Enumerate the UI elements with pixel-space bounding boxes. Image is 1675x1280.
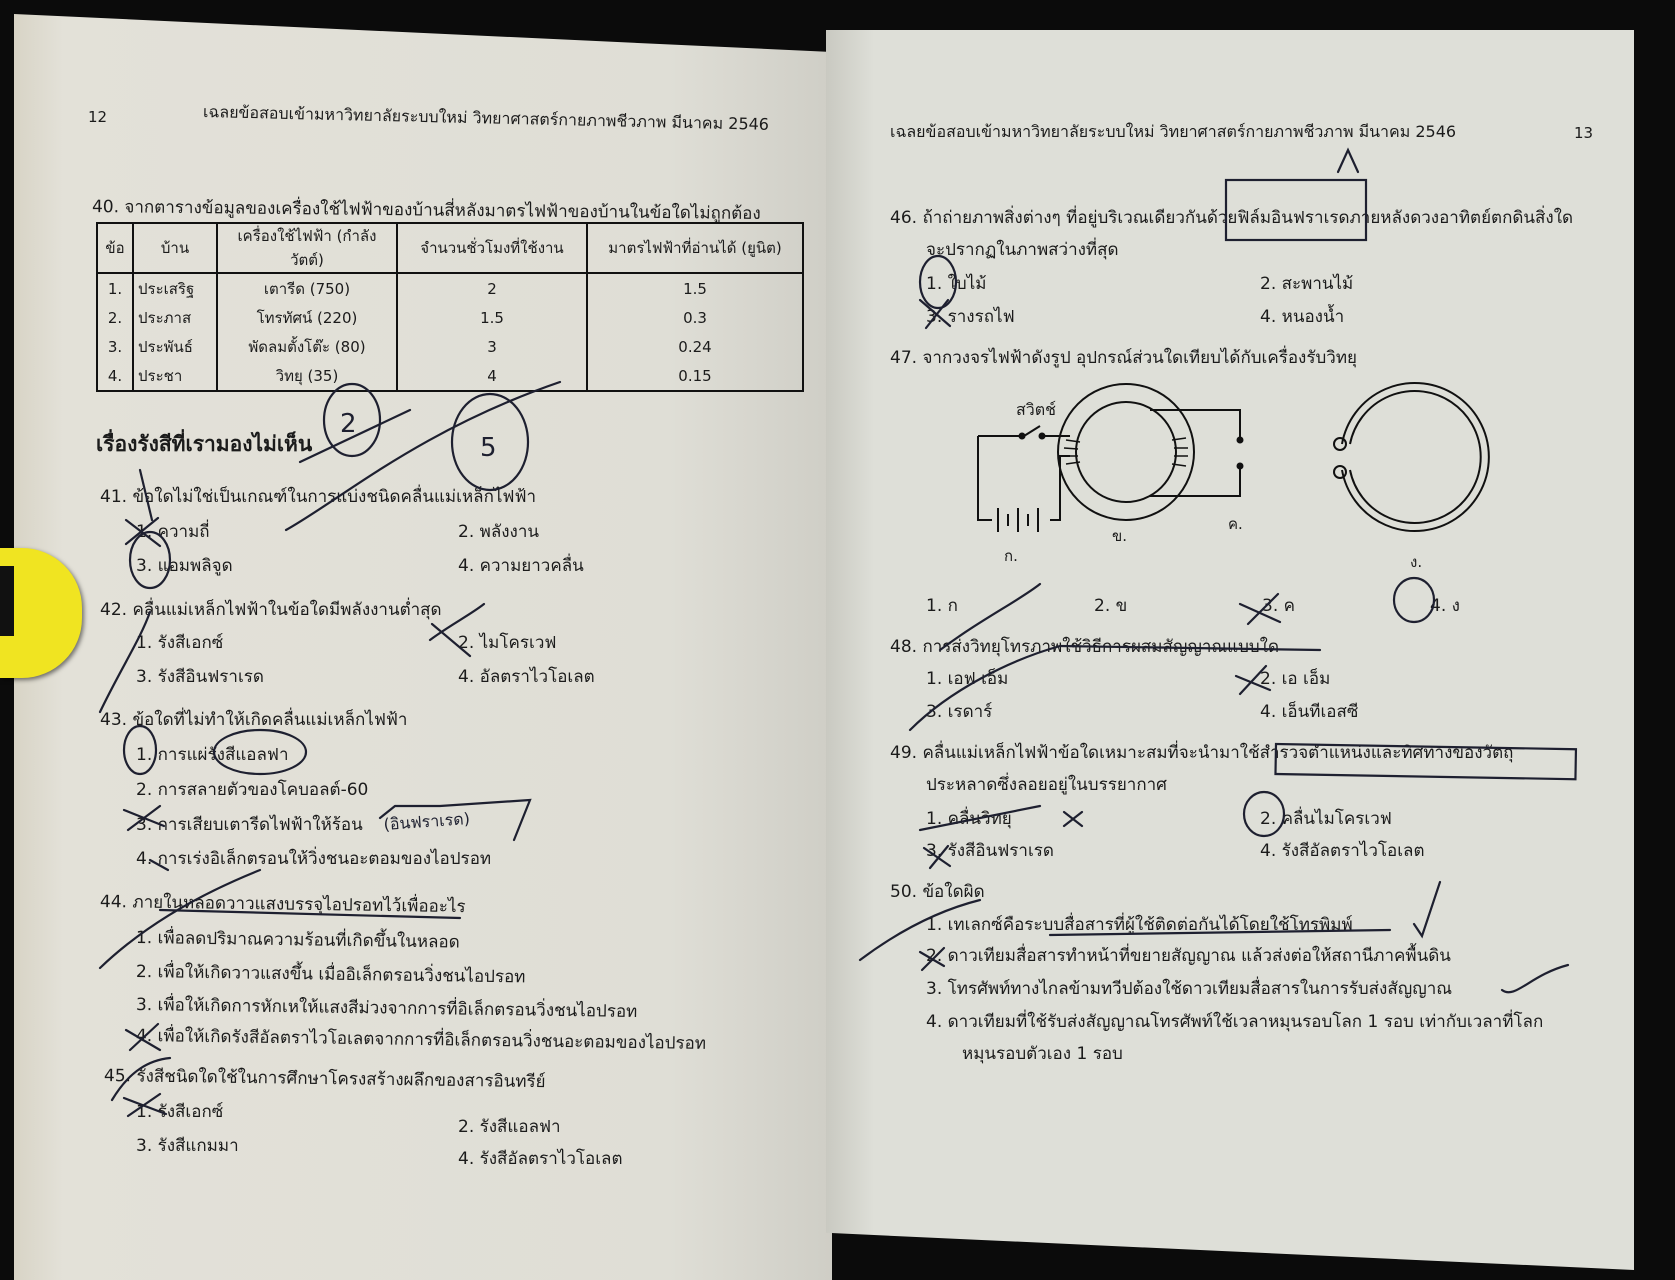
question-44: 44. ภายในหลอดวาวแสงบรรจุไอปรอทไว้เพื่ออะไร — [99, 892, 466, 918]
choice-41-4: 4. ความยาวคลื่น — [458, 556, 584, 576]
cell: 0.15 — [587, 361, 803, 391]
col-header-house: บ้าน — [133, 223, 217, 273]
question-46-line2: จะปรากฏในภาพสว่างที่สุด — [926, 240, 1119, 260]
choice-50-3: 3. โทรศัพท์ทางไกลข้ามทวีปต้องใช้ดาวเทียมสื่อสารในการรับส่งสัญญาณ — [926, 979, 1453, 999]
cross-mark — [1240, 594, 1280, 624]
question-42: 42. คลื่นแม่เหล็กไฟฟ้าในข้อใดมีพลังงานต่ำสุด — [100, 600, 442, 620]
scribble-line — [100, 870, 260, 968]
question-45: 45. รังสีชนิดใดใช้ในการศึกษาโครงสร้างผลึกของสารอินทรีย์ — [103, 1066, 546, 1093]
choice-50-1: 1. เทเลกซ์คือระบบสื่อสารที่ผู้ใช้ติดต่อกันได้โดยใช้โทรพิมพ์ — [926, 915, 1353, 935]
cross-mark — [920, 300, 950, 328]
col-header-hours: จำนวนชั่วโมงที่ใช้งาน — [397, 223, 587, 273]
cell: ประพันธ์ — [133, 332, 217, 361]
choice-45-2: 2. รังสีแอลฟา — [458, 1117, 561, 1137]
choice-45-4: 4. รังสีอัลตราไวโอเลต — [458, 1149, 623, 1169]
choice-48-3: 3. เรดาร์ — [926, 702, 993, 722]
running-header-left: เฉลยข้อสอบเข้ามหาวิทยาลัยระบบใหม่ วิทยาศาสตร์กายภาพชีวภาพ มีนาคม 2546 — [202, 102, 770, 134]
cell: 1. — [97, 273, 133, 303]
cell: ประเสริฐ — [133, 273, 217, 303]
cell: 2 — [397, 273, 587, 303]
choice-49-3: 3. รังสีอินฟราเรด — [926, 841, 1054, 861]
choice-50-4: 4. ดาวเทียมที่ใช้รับส่งสัญญาณโทรศัพท์ใช้เวลาหมุนรอบโลก 1 รอบ เท่ากับเวลาที่โลก — [926, 1012, 1544, 1032]
choice-47-1: 1. ก — [926, 596, 958, 616]
box-mark — [1275, 744, 1575, 779]
cell: ประชา — [133, 361, 217, 391]
handwritten-note: (อินฟราเรด) — [382, 809, 471, 834]
cell: 2. — [97, 303, 133, 332]
section-title: เรื่องรังสีที่เรามองไม่เห็น — [96, 432, 313, 456]
page-number-right: 13 — [1574, 124, 1594, 142]
choice-45-3: 3. รังสีแกมมา — [136, 1136, 239, 1156]
question-48: 48. การส่งวิทยุโทรภาพใช้วิธีการผสมสัญญาณแบบใด — [890, 637, 1280, 657]
circle-mark — [920, 256, 956, 308]
choice-47-3: 3. ค — [1262, 596, 1295, 616]
choice-46-2: 2. สะพานไม้ — [1260, 274, 1354, 294]
page-number-left: 12 — [88, 108, 108, 126]
box-mark — [1226, 180, 1366, 240]
choice-44-4: 4. เพื่อให้เกิดรังสีอัลตราไวโอเลตจากการที่อิเล็กตรอนวิ่งชนอะตอมของไอปรอท — [135, 1026, 707, 1054]
underline-mark — [910, 646, 1320, 730]
cell: พัดลมตั้งโต๊ะ (80) — [217, 332, 397, 361]
cell: 3. — [97, 332, 133, 361]
choice-42-4: 4. อัลตราไวโอเลต — [458, 667, 595, 687]
circle-mark — [124, 726, 156, 774]
underline-mark — [160, 910, 460, 918]
cross-mark — [924, 846, 950, 868]
choice-46-3: 3. รางรถไฟ — [926, 307, 1015, 327]
cross-mark — [1236, 666, 1270, 694]
handwritten-digit: 2 — [340, 409, 357, 439]
cell: 0.3 — [587, 303, 803, 332]
cell: ประภาส — [133, 303, 217, 332]
cell: โทรทัศน์ (220) — [217, 303, 397, 332]
question-50: 50. ข้อใดผิด — [890, 882, 985, 902]
circle-mark — [1244, 792, 1284, 836]
choice-50-2: 2. ดาวเทียมสื่อสารทำหน้าที่ขยายสัญญาณ แล้วส่งต่อให้สถานีภาคพื้นดิน — [926, 946, 1451, 966]
scribble-line — [100, 612, 150, 712]
label-kh: ข. — [1112, 527, 1128, 545]
choice-42-1: 1. รังสีเอกซ์ — [136, 633, 224, 653]
cross-mark — [920, 948, 944, 970]
question-49-line2: ประหลาดซึ่งลอยอยู่ในบรรยากาศ — [926, 775, 1167, 795]
choice-44-2: 2. เพื่อให้เกิดวาวแสงขึ้น เมื่ออิเล็กตรอนวิ่งชนไอปรอท — [135, 962, 526, 988]
col-header-no: ข้อ — [97, 223, 133, 273]
circle-mark — [130, 532, 170, 588]
choice-48-2: 2. เอ เอ็ม — [1260, 669, 1331, 689]
choice-42-3: 3. รังสีอินฟราเรด — [136, 667, 264, 687]
choice-41-3: 3. แอมพลิจูด — [136, 556, 233, 576]
label-ng: ง. — [1410, 553, 1423, 571]
choice-48-4: 4. เอ็นทีเอสซี — [1260, 702, 1359, 722]
question-49: 49. คลื่นแม่เหล็กไฟฟ้าข้อใดเหมาะสมที่จะนำมาใช้สำรวจตำแหน่งและทิศทางของวัตถุ — [890, 743, 1514, 763]
cell: 1.5 — [587, 273, 803, 303]
check-mark — [1502, 965, 1568, 992]
choice-46-1: 1. ใบไม้ — [926, 274, 987, 294]
choice-49-2: 2. คลื่นไมโครเวฟ — [1260, 809, 1392, 829]
choice-44-3: 3. เพื่อให้เกิดการหักเหให้แสงสีม่วงจากการที่อิเล็กตรอนวิ่งชนไอปรอท — [135, 995, 638, 1022]
choice-47-2: 2. ข — [1094, 596, 1128, 616]
choice-48-1: 1. เอฟ เอ็ม — [926, 669, 1009, 689]
choice-50-4-line2: หมุนรอบตัวเอง 1 รอบ — [962, 1044, 1123, 1064]
choice-43-4: 4. การเร่งอิเล็กตรอนให้วิ่งชนอะตอมของไอปรอท — [136, 849, 492, 869]
circle-mark — [1394, 578, 1434, 622]
question-46: 46. ถ้าถ่ายภาพสิ่งต่างๆ ที่อยู่บริเวณเดียวกันด้วยฟิล์มอินฟราเรดภายหลังดวงอาทิตย์ตกดินสิ่งใด — [890, 208, 1574, 228]
running-header-right: เฉลยข้อสอบเข้ามหาวิทยาลัยระบบใหม่ วิทยาศาสตร์กายภาพชีวภาพ มีนาคม 2546 — [890, 122, 1457, 141]
switch-label: สวิตช์ — [1016, 400, 1056, 419]
choice-43-3: 3. การเสียบเตารีดไฟฟ้าให้ร้อน — [136, 815, 363, 835]
choice-49-4: 4. รังสีอัลตราไวโอเลต — [1260, 841, 1425, 861]
cell: 0.24 — [587, 332, 803, 361]
question-41: 41. ข้อใดไม่ใช่เป็นเกณฑ์ในการแบ่งชนิดคลื่นแม่เหล็กไฟฟ้า — [100, 487, 537, 507]
col-header-appliance: เครื่องใช้ไฟฟ้า (กำลังวัตต์) — [217, 223, 397, 273]
cell: เตารีด (750) — [217, 273, 397, 303]
cross-mark — [126, 1024, 160, 1050]
circle-mark — [214, 730, 306, 774]
choice-44-1: 1. เพื่อลดปริมาณความร้อนที่เกิดขึ้นในหลอด — [135, 928, 460, 953]
choice-41-2: 2. พลังงาน — [458, 522, 540, 542]
choice-49-1: 1. คลื่นวิทยุ — [926, 809, 1012, 829]
question-47: 47. จากวงจรไฟฟ้าดังรูป อุปกรณ์ส่วนใดเทียบได้กับเครื่องรับวิทยุ — [890, 348, 1357, 368]
handwritten-digit: 5 — [480, 433, 497, 463]
cross-mark — [430, 604, 484, 656]
choice-42-2: 2. ไมโครเวฟ — [458, 633, 557, 653]
check-mark — [1414, 882, 1440, 936]
label-kho: ค. — [1228, 515, 1243, 533]
question-43: 43. ข้อใดที่ไม่ทำให้เกิดคลื่นแม่เหล็กไฟฟ้า — [100, 710, 408, 730]
cell: 4. — [97, 361, 133, 391]
cross-mark — [124, 1094, 166, 1116]
choice-45-1: 1. รังสีเอกซ์ — [136, 1102, 224, 1122]
col-header-meter: มาตรไฟฟ้าที่อ่านได้ (ยูนิต) — [587, 223, 803, 273]
choice-43-1: 1. การแผ่รังสีแอลฟา — [136, 745, 289, 765]
cell: วิทยุ (35) — [217, 361, 397, 391]
cell: 4 — [397, 361, 587, 391]
choice-43-2: 2. การสลายตัวของโคบอลต์-60 — [136, 780, 369, 800]
cell: 3 — [397, 332, 587, 361]
question-40: 40. จากตารางข้อมูลของเครื่องใช้ไฟฟ้าของบ้านสี่หลังมาตรไฟฟ้าของบ้านในข้อใดไม่ถูกต้อง — [91, 197, 761, 225]
choice-47-4: 4. ง — [1430, 596, 1460, 616]
bookmark-grip — [0, 566, 14, 636]
cell: 1.5 — [397, 303, 587, 332]
underline-mark — [1050, 930, 1390, 935]
choice-46-4: 4. หนองน้ำ — [1260, 307, 1345, 327]
choice-41-1: 1. ความถี่ — [136, 522, 210, 542]
label-k: ก. — [1004, 547, 1018, 565]
cross-mark — [124, 806, 164, 830]
scribble-line — [940, 584, 1040, 650]
